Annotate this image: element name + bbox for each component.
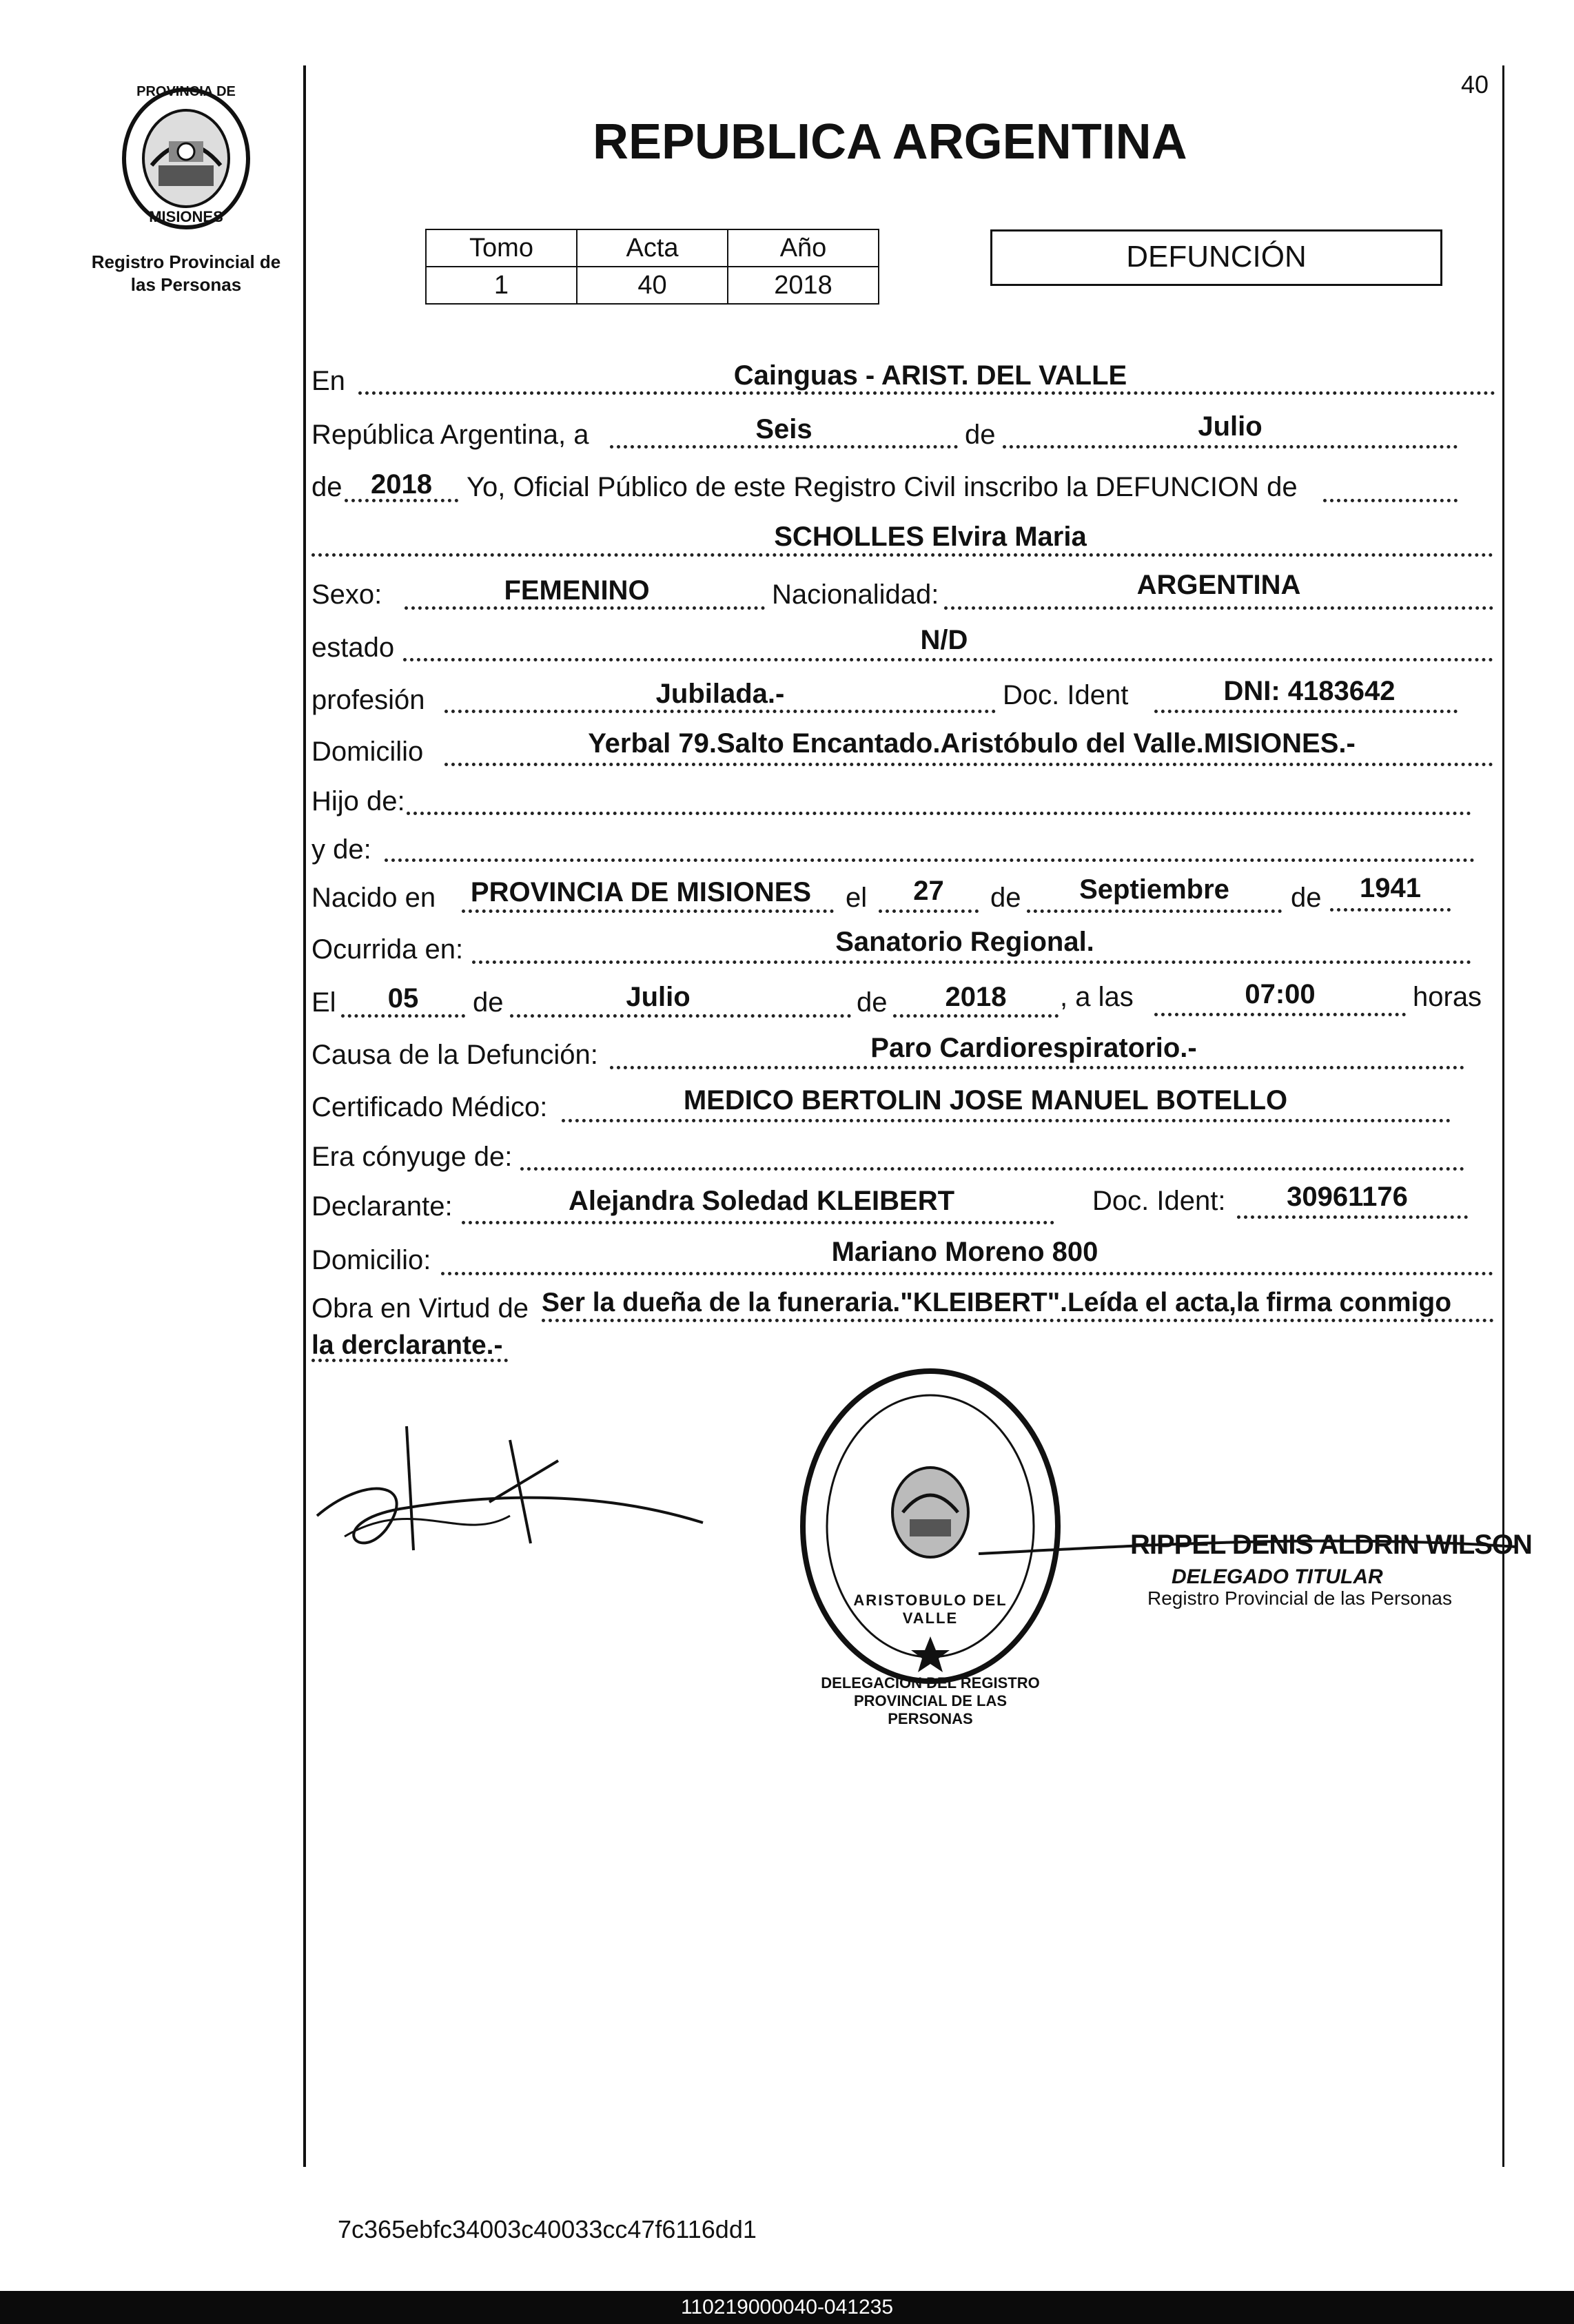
stamp-inner-text: ARISTOBULO DEL VALLE [853, 1592, 1008, 1627]
dots-def-hora [1154, 1013, 1406, 1016]
value-tomo: 1 [426, 267, 577, 304]
label-en: En [311, 366, 345, 396]
label-de-6: de [857, 987, 888, 1018]
field-ocurrida-en: Sanatorio Regional. [835, 927, 1094, 957]
label-ocurrida-en: Ocurrida en: [311, 934, 464, 965]
org-name-line1: Registro Provincial de [91, 251, 281, 272]
header-anio: Año [728, 229, 879, 267]
dots-nac-dia [879, 909, 979, 913]
label-horas: horas [1413, 982, 1482, 1012]
field-obra-line1: Ser la dueña de la funeraria."KLEIBERT".Leída el acta,la firma conmigo [542, 1288, 1452, 1317]
record-type-box: DEFUNCIÓN [990, 229, 1442, 286]
field-profesion: Jubilada.- [655, 679, 785, 709]
field-anio: 2018 [371, 469, 432, 500]
dots-sexo [405, 606, 765, 610]
declarant-signature [303, 1412, 717, 1578]
label-causa: Causa de la Defunción: [311, 1040, 598, 1070]
stamp-ring-text: DELEGACION DEL REGISTRO PROVINCIAL DE LAS PERSONAS [821, 1674, 1040, 1727]
page-number: 40 [1461, 70, 1489, 99]
dots-declarante-doc [1237, 1215, 1468, 1219]
label-de-1: de [965, 420, 996, 450]
field-dia: Seis [755, 414, 812, 444]
dots-estado [403, 658, 1493, 661]
register-table-header [426, 229, 879, 267]
org-name-line2: las Personas [130, 274, 242, 295]
label-sexo: Sexo: [311, 579, 382, 610]
label-obra: Obra en Virtud de [311, 1293, 529, 1324]
value-acta: 40 [577, 267, 728, 304]
dots-obra-line2 [311, 1359, 508, 1362]
dots-dia [610, 445, 958, 449]
dots-obra-line1 [542, 1319, 1494, 1322]
field-nac-dia: 27 [913, 876, 944, 906]
field-nac-anio: 1941 [1360, 873, 1421, 903]
field-nombre: SCHOLLES Elvira Maria [774, 522, 1087, 552]
dots-documento [1154, 710, 1458, 713]
label-de-2: de [311, 472, 343, 502]
label-de-3: de [990, 883, 1021, 913]
dots-mes [1003, 445, 1458, 449]
official-org: Registro Provincial de las Personas [1147, 1587, 1452, 1609]
label-el-2: El [311, 987, 336, 1018]
label-nacido-en: Nacido en [311, 883, 436, 913]
dots-hijo-de [407, 812, 1471, 815]
field-def-anio: 2018 [945, 982, 1007, 1012]
dots-lugar [358, 391, 1495, 395]
label-estado: estado [311, 633, 395, 663]
label-conyuge: Era cónyuge de: [311, 1142, 513, 1172]
label-y-de: y de: [311, 834, 371, 865]
field-mes: Julio [1198, 411, 1263, 442]
dots-def-mes [510, 1014, 851, 1018]
label-el-1: el [846, 883, 868, 913]
label-doc-ident-2: Doc. Ident: [1092, 1186, 1226, 1216]
field-lugar: Cainguas - ARIST. DEL VALLE [733, 360, 1127, 391]
page-title: REPUBLICA ARGENTINA [593, 114, 1187, 169]
dots-def-anio [893, 1014, 1059, 1018]
official-name: RIPPEL DENIS ALDRIN WILSON [1130, 1530, 1532, 1560]
right-margin-rule [1502, 65, 1504, 2167]
dots-declarante [462, 1221, 1054, 1224]
field-declarante: Alejandra Soledad KLEIBERT [568, 1186, 955, 1216]
official-title: DELEGADO TITULAR [1172, 1565, 1383, 1588]
field-certificado: MEDICO BERTOLIN JOSE MANUEL BOTELLO [683, 1085, 1288, 1115]
field-nac-mes: Septiembre [1079, 874, 1229, 905]
field-declarante-domicilio: Mariano Moreno 800 [831, 1237, 1098, 1267]
field-nacido-en: PROVINCIA DE MISIONES [470, 877, 812, 907]
dots-ocurrida-en [472, 960, 1471, 964]
field-nacionalidad: ARGENTINA [1136, 570, 1301, 600]
label-republica: República Argentina, a [311, 420, 589, 450]
field-sexo: FEMENINO [504, 575, 650, 606]
field-estado: N/D [920, 625, 968, 655]
label-certificado: Certificado Médico: [311, 1092, 548, 1122]
label-declarante: Declarante: [311, 1191, 453, 1222]
header-acta: Acta [577, 229, 728, 267]
dots-domicilio [444, 763, 1493, 766]
dots-nacido-en [462, 909, 834, 913]
dots-profesion [444, 710, 996, 713]
field-def-mes: Julio [626, 982, 691, 1012]
label-domicilio-2: Domicilio: [311, 1245, 431, 1275]
dots-nac-mes [1027, 909, 1282, 913]
header-tomo: Tomo [426, 229, 577, 267]
field-declarante-doc: 30961176 [1287, 1182, 1408, 1212]
label-nacionalidad: Nacionalidad: [772, 579, 939, 610]
register-table-values [426, 267, 879, 304]
label-hijo-de: Hijo de: [311, 786, 405, 816]
dots-certificado [562, 1119, 1451, 1122]
field-obra-line2: la derclarante.- [311, 1330, 503, 1360]
dots-causa [610, 1066, 1464, 1069]
dots-conyuge [520, 1167, 1464, 1171]
label-a-las: , a las [1060, 982, 1134, 1012]
field-def-hora: 07:00 [1245, 979, 1316, 1009]
field-def-dia: 05 [387, 983, 419, 1014]
barcode-number: 110219000040-041235 [0, 2291, 1574, 2324]
register-table [425, 229, 879, 305]
label-profesion: profesión [311, 685, 425, 715]
label-de-4: de [1291, 883, 1322, 913]
field-causa: Paro Cardiorespiratorio.- [870, 1033, 1197, 1063]
label-de-5: de [473, 987, 504, 1018]
field-documento: DNI: 4183642 [1223, 676, 1396, 706]
dots-declarante-domicilio [441, 1272, 1493, 1275]
left-margin-rule [303, 65, 306, 2167]
logo-text-bottom: MISIONES [149, 208, 223, 225]
logo-text-top: PROVINCIA DE [136, 84, 236, 99]
dots-yo-end [1323, 499, 1458, 502]
dots-y-de [385, 858, 1475, 862]
dots-def-dia [341, 1014, 465, 1018]
dots-nac-anio [1330, 908, 1451, 912]
dots-nombre [311, 553, 1493, 557]
label-doc-ident: Doc. Ident [1003, 680, 1129, 710]
dots-nacionalidad [944, 606, 1493, 610]
field-domicilio: Yerbal 79.Salto Encantado.Aristóbulo del Valle.MISIONES.- [588, 728, 1356, 759]
document-hash: 7c365ebfc34003c40033cc47f6116dd1 [338, 2215, 757, 2243]
label-domicilio: Domicilio [311, 737, 424, 767]
value-anio: 2018 [728, 267, 879, 304]
label-yo: Yo, Oficial Público de este Registro Civil inscribo la DEFUNCION de [467, 472, 1298, 502]
